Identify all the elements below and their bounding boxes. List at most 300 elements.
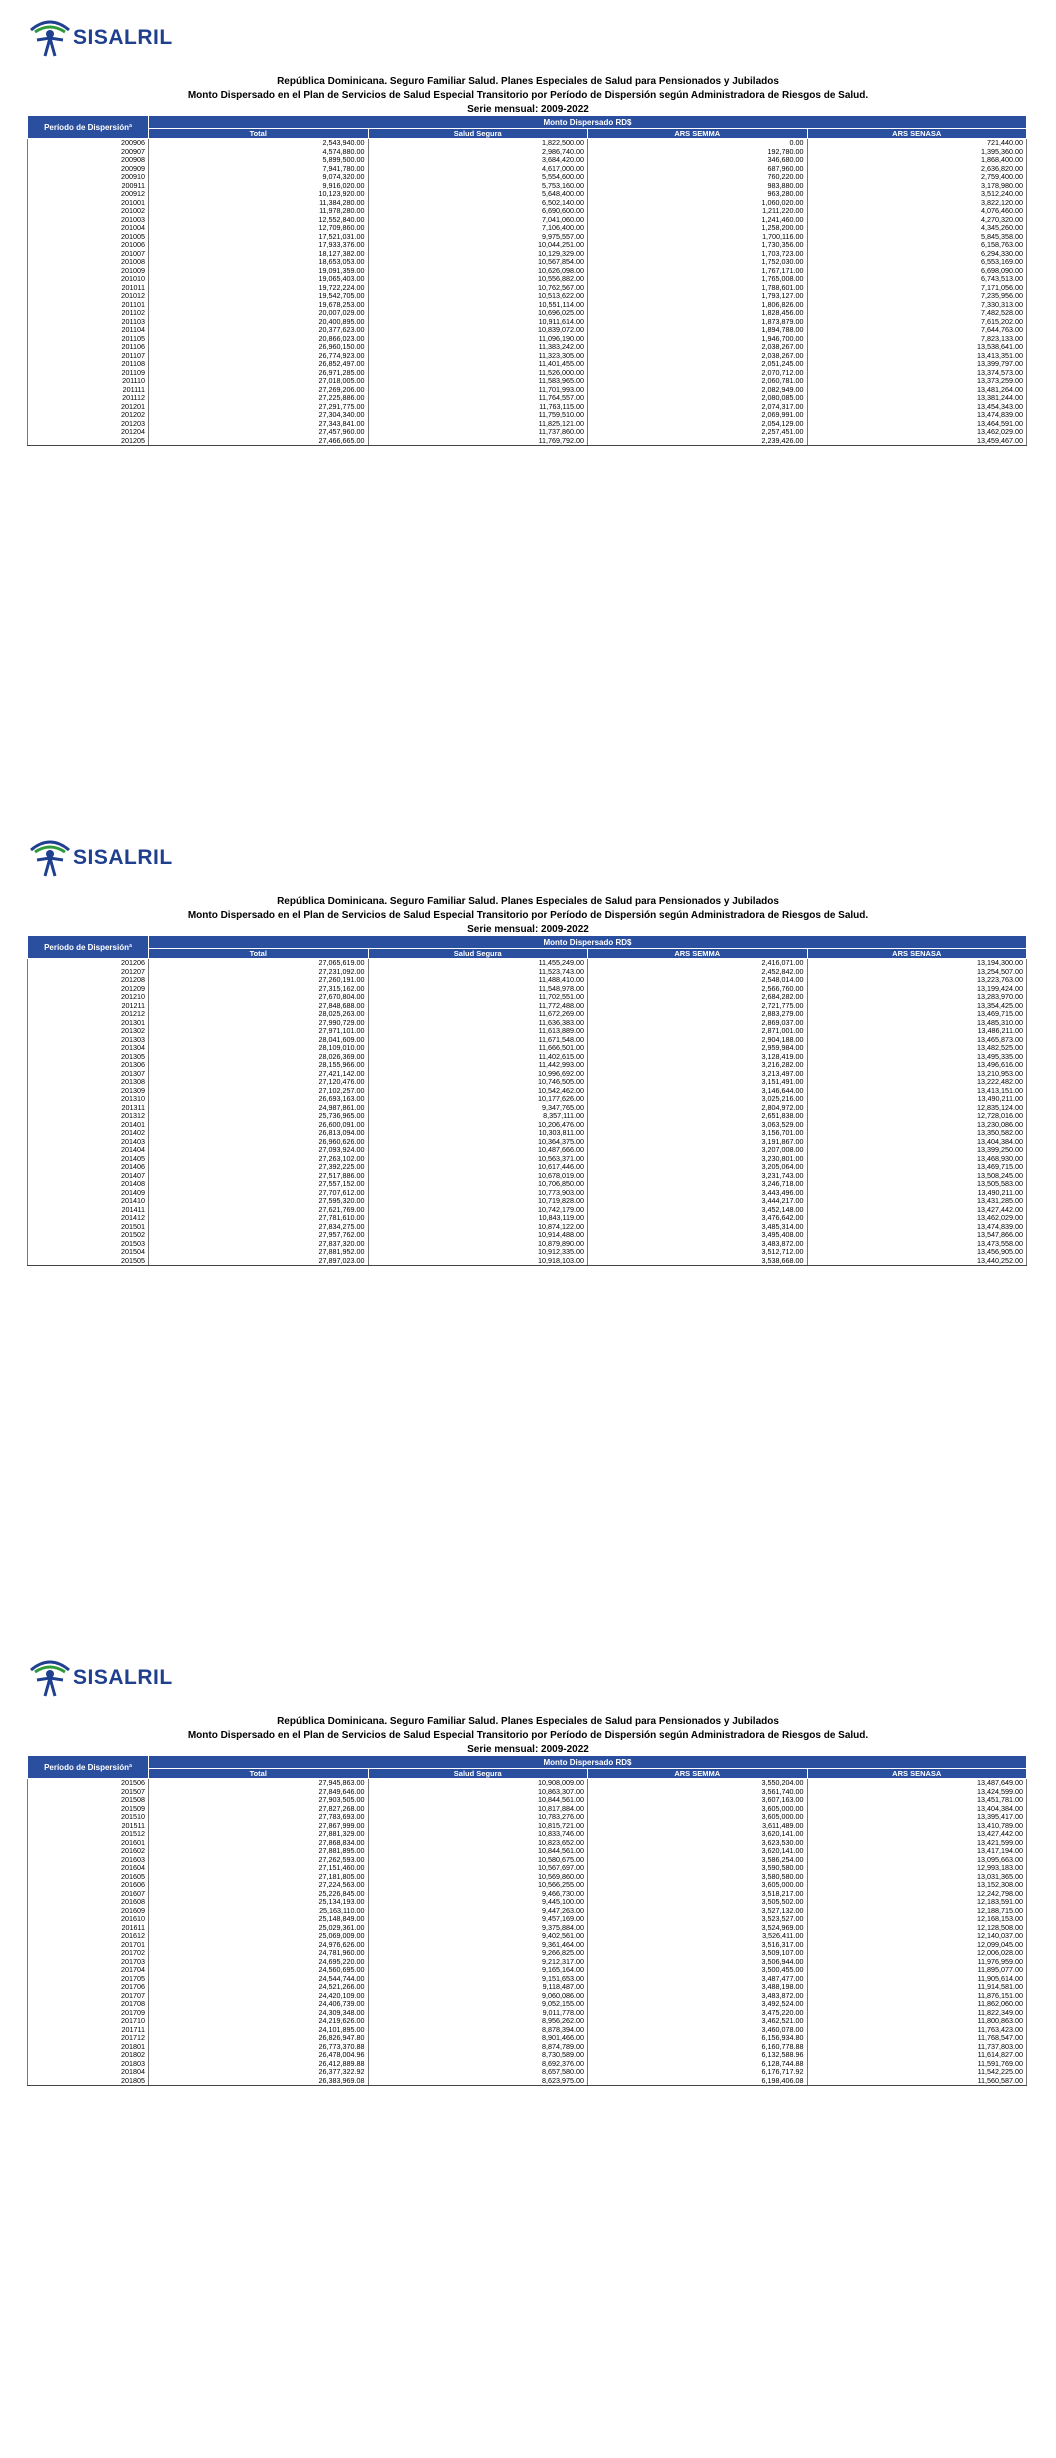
table-row [28,1180,1027,1189]
cell-salud-segura: 5,648,400.00 [368,190,588,199]
cell-salud-segura: 10,542,462.00 [368,1087,588,1096]
cell-total: 24,781,960.00 [149,1949,369,1958]
report-series: Serie mensual: 2009-2022 [467,104,589,115]
cell-ars-semma: 1,806,826.00 [588,301,808,310]
cell-ars-senasa: 4,345,260.00 [807,224,1027,233]
cell-salud-segura: 10,833,746.00 [368,1830,588,1839]
cell-ars-senasa: 11,542,225.00 [807,2068,1027,2077]
cell-ars-semma: 3,151,491.00 [588,1078,808,1087]
cell-salud-segura: 9,118,487.00 [368,1983,588,1992]
cell-ars-semma: 963,280.00 [588,190,808,199]
cell-ars-senasa: 11,768,547.00 [807,2034,1027,2043]
cell-salud-segura: 8,956,262.00 [368,2017,588,2026]
cell-total: 11,384,280.00 [149,199,369,208]
cell-ars-semma: 6,156,934.80 [588,2034,808,2043]
cell-ars-senasa: 12,140,037.00 [807,1932,1027,1941]
cell-salud-segura: 11,526,000.00 [368,369,588,378]
cell-ars-senasa: 7,482,528.00 [807,309,1027,318]
cell-ars-semma: 3,527,132.00 [588,1907,808,1916]
table-row [28,156,1027,165]
table-row [28,1847,1027,1856]
cell-total: 25,134,193.00 [149,1898,369,1907]
cell-total: 27,291,775.00 [149,403,369,412]
cell-ars-semma: 3,487,477.00 [588,1975,808,1984]
cell-ars-senasa: 11,800,863.00 [807,2017,1027,2026]
report-subtitle: Monto Dispersado en el Plan de Servicios de Salud Especial Transitorio por Período de Dispersión según Administradora de Riesgos de Salud. [187,1730,869,1741]
table-row [28,190,1027,199]
cell-salud-segura: 9,266,825.00 [368,1949,588,1958]
cell-total: 27,102,257.00 [149,1087,369,1096]
cell-ars-semma: 1,730,356.00 [588,241,808,250]
cell-salud-segura: 11,825,121.00 [368,420,588,429]
cell-ars-senasa: 13,283,970.00 [807,993,1027,1002]
cell-ars-semma: 1,873,879.00 [588,318,808,327]
cell-salud-segura: 11,323,305.00 [368,352,588,361]
cell-total: 27,151,460.00 [149,1864,369,1873]
cell-salud-segura: 9,975,557.00 [368,233,588,242]
cell-ars-senasa: 13,462,029.00 [807,428,1027,437]
table-row [28,2060,1027,2069]
cell-salud-segura: 9,165,164.00 [368,1966,588,1975]
cell-period: 201508 [28,1796,149,1805]
cell-ars-semma: 1,241,460.00 [588,216,808,225]
cell-total: 26,377,322.92 [149,2068,369,2077]
cell-total: 19,065,403.00 [149,275,369,284]
header-group: Monto Dispersado RD$ [149,116,1027,129]
cell-period: 201707 [28,1992,149,2001]
sisalril-logo [27,836,173,880]
cell-total: 11,978,280.00 [149,207,369,216]
sisalril-logo [27,16,173,60]
cell-total: 27,834,275.00 [149,1223,369,1232]
cell-total: 26,412,889.88 [149,2060,369,2069]
cell-total: 25,226,845.00 [149,1890,369,1899]
header-period: Período de Dispersiónª [28,936,149,959]
cell-total: 27,903,505.00 [149,1796,369,1805]
table-row [28,1231,1027,1240]
cell-total: 27,868,834.00 [149,1839,369,1848]
table-row [28,1172,1027,1181]
cell-period: 201301 [28,1019,149,1028]
cell-ars-senasa: 4,076,460.00 [807,207,1027,216]
cell-period: 201703 [28,1958,149,1967]
cell-salud-segura: 11,383,242.00 [368,343,588,352]
cell-period: 201612 [28,1932,149,1941]
cell-total: 28,155,966.00 [149,1061,369,1070]
cell-salud-segura: 11,672,269.00 [368,1010,588,1019]
cell-total: 12,709,860.00 [149,224,369,233]
cell-total: 26,383,969.08 [149,2077,369,2086]
report-titles [0,895,1056,937]
header-total: Total [149,1769,369,1779]
cell-total: 26,960,150.00 [149,343,369,352]
cell-salud-segura: 11,701,993.00 [368,386,588,395]
cell-total: 27,093,924.00 [149,1146,369,1155]
table-row [28,2026,1027,2035]
cell-total: 18,127,382.00 [149,250,369,259]
cell-ars-semma: 2,239,426.00 [588,437,808,446]
cell-total: 25,163,110.00 [149,1907,369,1916]
cell-salud-segura: 10,815,721.00 [368,1822,588,1831]
cell-ars-semma: 2,566,760.00 [588,985,808,994]
cell-period: 201509 [28,1805,149,1814]
table-row [28,1796,1027,1805]
table-row [28,1070,1027,1079]
cell-ars-semma: 3,444,217.00 [588,1197,808,1206]
cell-period: 201504 [28,1248,149,1257]
cell-ars-semma: 760,220.00 [588,173,808,182]
cell-salud-segura: 5,753,160.00 [368,182,588,191]
cell-period: 201110 [28,377,149,386]
cell-salud-segura: 11,523,743.00 [368,968,588,977]
cell-ars-senasa: 13,481,264.00 [807,386,1027,395]
cell-ars-semma: 3,518,217.00 [588,1890,808,1899]
cell-ars-senasa: 13,222,482.00 [807,1078,1027,1087]
cell-total: 20,400,895.00 [149,318,369,327]
table-row [28,1864,1027,1873]
cell-ars-semma: 3,586,254.00 [588,1856,808,1865]
cell-ars-senasa: 13,473,558.00 [807,1240,1027,1249]
cell-ars-semma: 687,960.00 [588,165,808,174]
cell-ars-senasa: 13,399,797.00 [807,360,1027,369]
cell-salud-segura: 10,908,009.00 [368,1779,588,1788]
cell-total: 26,774,923.00 [149,352,369,361]
table-row [28,1932,1027,1941]
cell-period: 201005 [28,233,149,242]
table-row [28,1941,1027,1950]
cell-period: 201109 [28,369,149,378]
data-table [27,1755,1027,2086]
cell-total: 27,457,960.00 [149,428,369,437]
cell-total: 27,262,593.00 [149,1856,369,1865]
table-row [28,267,1027,276]
cell-total: 27,421,142.00 [149,1070,369,1079]
cell-ars-senasa: 13,374,573.00 [807,369,1027,378]
cell-total: 27,621,769.00 [149,1206,369,1215]
cell-total: 28,026,369.00 [149,1053,369,1062]
cell-salud-segura: 10,567,854.00 [368,258,588,267]
cell-salud-segura: 10,626,098.00 [368,267,588,276]
cell-ars-semma: 6,128,744.88 [588,2060,808,2069]
cell-ars-senasa: 6,553,169.00 [807,258,1027,267]
table-row [28,1257,1027,1266]
cell-total: 2,543,940.00 [149,139,369,148]
cell-ars-senasa: 13,482,525.00 [807,1044,1027,1053]
cell-ars-senasa: 12,168,153.00 [807,1915,1027,1924]
cell-period: 201307 [28,1070,149,1079]
cell-ars-semma: 6,176,717.92 [588,2068,808,2077]
cell-total: 27,971,101.00 [149,1027,369,1036]
cell-ars-senasa: 2,636,820.00 [807,165,1027,174]
cell-ars-semma: 6,198,406.08 [588,2077,808,2086]
cell-total: 26,813,094.00 [149,1129,369,1138]
cell-ars-semma: 3,620,141.00 [588,1830,808,1839]
cell-total: 27,881,895.00 [149,1847,369,1856]
cell-salud-segura: 6,690,600.00 [368,207,588,216]
cell-ars-semma: 3,488,198.00 [588,1983,808,1992]
report-series: Serie mensual: 2009-2022 [467,924,589,935]
table-row [28,2034,1027,2043]
cell-total: 27,181,805.00 [149,1873,369,1882]
cell-ars-senasa: 13,474,839.00 [807,411,1027,420]
cell-period: 201006 [28,241,149,250]
cell-salud-segura: 10,566,255.00 [368,1881,588,1890]
cell-ars-senasa: 13,395,417.00 [807,1813,1027,1822]
cell-salud-segura: 11,769,792.00 [368,437,588,446]
cell-ars-senasa: 13,381,244.00 [807,394,1027,403]
cell-period: 201710 [28,2017,149,2026]
header-period: Período de Dispersiónª [28,116,149,139]
cell-salud-segura: 11,671,548.00 [368,1036,588,1045]
table-row [28,2068,1027,2077]
cell-ars-senasa: 13,199,424.00 [807,985,1027,994]
sisalril-logo-icon [27,836,73,880]
cell-ars-senasa: 13,454,343.00 [807,403,1027,412]
cell-total: 24,976,626.00 [149,1941,369,1950]
table-row [28,1240,1027,1249]
cell-ars-semma: 192,780.00 [588,148,808,157]
table-row [28,1856,1027,1865]
cell-ars-senasa: 13,095,663.00 [807,1856,1027,1865]
cell-ars-senasa: 11,976,959.00 [807,1958,1027,1967]
cell-ars-semma: 3,443,496.00 [588,1189,808,1198]
table-row [28,2017,1027,2026]
cell-period: 201106 [28,343,149,352]
cell-ars-senasa: 13,431,285.00 [807,1197,1027,1206]
cell-period: 201805 [28,2077,149,2086]
cell-total: 27,392,225.00 [149,1163,369,1172]
cell-salud-segura: 4,617,000.00 [368,165,588,174]
cell-total: 24,309,348.00 [149,2009,369,2018]
cell-ars-senasa: 721,440.00 [807,139,1027,148]
logo-text: SISALRIL [73,846,173,869]
cell-total: 27,881,329.00 [149,1830,369,1839]
header-ars-senasa: ARS SENASA [807,949,1027,959]
cell-salud-segura: 9,151,653.00 [368,1975,588,1984]
cell-ars-semma: 6,160,778.88 [588,2043,808,2052]
cell-total: 27,466,665.00 [149,437,369,446]
cell-salud-segura: 11,402,615.00 [368,1053,588,1062]
table-row [28,1206,1027,1215]
cell-period: 201408 [28,1180,149,1189]
cell-total: 27,707,612.00 [149,1189,369,1198]
cell-ars-semma: 3,063,529.00 [588,1121,808,1130]
cell-period: 201506 [28,1779,149,1788]
cell-ars-semma: 3,452,148.00 [588,1206,808,1215]
cell-ars-semma: 1,211,220.00 [588,207,808,216]
cell-ars-semma: 3,146,644.00 [588,1087,808,1096]
table-row [28,1975,1027,1984]
cell-period: 201407 [28,1172,149,1181]
cell-salud-segura: 9,402,561.00 [368,1932,588,1941]
table-row [28,1053,1027,1062]
cell-total: 18,653,053.00 [149,258,369,267]
cell-ars-semma: 3,128,419.00 [588,1053,808,1062]
cell-ars-semma: 0.00 [588,139,808,148]
table-row [28,369,1027,378]
cell-ars-semma: 3,025,216.00 [588,1095,808,1104]
table-row [28,993,1027,1002]
cell-ars-senasa: 13,495,335.00 [807,1053,1027,1062]
table-row [28,352,1027,361]
cell-ars-senasa: 13,350,582.00 [807,1129,1027,1138]
table-row [28,343,1027,352]
cell-ars-senasa: 11,763,423.00 [807,2026,1027,2035]
cell-ars-semma: 3,246,718.00 [588,1180,808,1189]
cell-ars-senasa: 7,171,056.00 [807,284,1027,293]
cell-ars-senasa: 13,505,583.00 [807,1180,1027,1189]
table-row [28,1010,1027,1019]
table-row [28,1121,1027,1130]
table-row [28,1155,1027,1164]
cell-total: 26,852,497.00 [149,360,369,369]
cell-ars-semma: 3,526,411.00 [588,1932,808,1941]
cell-salud-segura: 10,879,890.00 [368,1240,588,1249]
report-series: Serie mensual: 2009-2022 [467,1744,589,1755]
cell-total: 26,960,626.00 [149,1138,369,1147]
cell-total: 20,377,623.00 [149,326,369,335]
table-body [28,1779,1027,2086]
cell-salud-segura: 10,556,882.00 [368,275,588,284]
cell-salud-segura: 10,783,276.00 [368,1813,588,1822]
cell-period: 201107 [28,352,149,361]
cell-salud-segura: 5,554,600.00 [368,173,588,182]
cell-total: 19,678,253.00 [149,301,369,310]
cell-total: 27,595,320.00 [149,1197,369,1206]
cell-total: 27,557,152.00 [149,1180,369,1189]
cell-total: 17,933,376.00 [149,241,369,250]
cell-total: 26,773,370.88 [149,2043,369,2052]
cell-ars-senasa: 13,462,029.00 [807,1214,1027,1223]
cell-total: 4,574,880.00 [149,148,369,157]
cell-ars-semma: 1,258,200.00 [588,224,808,233]
cell-salud-segura: 10,580,675.00 [368,1856,588,1865]
cell-ars-semma: 2,904,188.00 [588,1036,808,1045]
table-row [28,394,1027,403]
cell-period: 201009 [28,267,149,276]
table-row [28,224,1027,233]
cell-period: 201603 [28,1856,149,1865]
cell-salud-segura: 11,488,410.00 [368,976,588,985]
table-row [28,1992,1027,2001]
cell-period: 201606 [28,1881,149,1890]
cell-salud-segura: 11,548,978.00 [368,985,588,994]
table-row [28,2043,1027,2052]
cell-ars-senasa: 6,743,513.00 [807,275,1027,284]
cell-period: 201701 [28,1941,149,1950]
table-row [28,976,1027,985]
cell-period: 201604 [28,1864,149,1873]
cell-period: 201501 [28,1223,149,1232]
table-row [28,2009,1027,2018]
cell-period: 201611 [28,1924,149,1933]
cell-salud-segura: 11,763,115.00 [368,403,588,412]
cell-ars-semma: 2,074,317.00 [588,403,808,412]
cell-salud-segura: 10,817,884.00 [368,1805,588,1814]
table-row [28,1958,1027,1967]
cell-total: 24,544,744.00 [149,1975,369,1984]
table-row [28,959,1027,968]
cell-total: 27,231,092.00 [149,968,369,977]
cell-ars-semma: 2,883,279.00 [588,1010,808,1019]
cell-period: 201312 [28,1112,149,1121]
cell-ars-semma: 3,580,580.00 [588,1873,808,1882]
cell-ars-senasa: 12,006,028.00 [807,1949,1027,1958]
report-titles [0,1715,1056,1757]
cell-period: 201305 [28,1053,149,1062]
cell-period: 201211 [28,1002,149,1011]
cell-period: 201412 [28,1214,149,1223]
table-row [28,968,1027,977]
cell-salud-segura: 10,874,122.00 [368,1223,588,1232]
cell-ars-semma: 2,959,984.00 [588,1044,808,1053]
cell-salud-segura: 10,746,505.00 [368,1078,588,1087]
cell-ars-semma: 3,509,107.00 [588,1949,808,1958]
cell-period: 201001 [28,199,149,208]
cell-ars-senasa: 13,404,384.00 [807,1138,1027,1147]
cell-ars-senasa: 13,223,763.00 [807,976,1027,985]
cell-period: 201204 [28,428,149,437]
cell-ars-senasa: 12,728,016.00 [807,1112,1027,1121]
cell-period: 201712 [28,2034,149,2043]
cell-period: 201103 [28,318,149,327]
cell-salud-segura: 6,502,140.00 [368,199,588,208]
sisalril-logo-icon [27,16,73,60]
cell-ars-senasa: 13,404,384.00 [807,1805,1027,1814]
cell-ars-semma: 3,475,220.00 [588,2009,808,2018]
cell-ars-senasa: 7,823,133.00 [807,335,1027,344]
cell-total: 27,848,688.00 [149,1002,369,1011]
cell-ars-senasa: 12,993,183.00 [807,1864,1027,1873]
cell-salud-segura: 10,914,488.00 [368,1231,588,1240]
cell-ars-senasa: 13,427,442.00 [807,1206,1027,1215]
cell-ars-senasa: 11,876,151.00 [807,1992,1027,2001]
cell-total: 27,517,886.00 [149,1172,369,1181]
cell-ars-senasa: 11,895,077.00 [807,1966,1027,1975]
cell-salud-segura: 10,912,335.00 [368,1248,588,1257]
table-row [28,173,1027,182]
table-row [28,386,1027,395]
cell-total: 26,600,091.00 [149,1121,369,1130]
cell-ars-senasa: 13,440,252.00 [807,1257,1027,1266]
table-row [28,148,1027,157]
cell-salud-segura: 10,706,850.00 [368,1180,588,1189]
table-row [28,139,1027,148]
cell-salud-segura: 2,986,740.00 [368,148,588,157]
cell-ars-semma: 2,051,245.00 [588,360,808,369]
header-ars-semma: ARS SEMMA [588,949,808,959]
cell-period: 201601 [28,1839,149,1848]
header-period: Período de Dispersiónª [28,1756,149,1779]
report-title: República Dominicana. Seguro Familiar Salud. Planes Especiales de Salud para Pensionados y Jubilados [277,1716,779,1727]
table-row [28,275,1027,284]
table-row [28,301,1027,310]
header-salud-segura: Salud Segura [368,949,588,959]
cell-ars-semma: 2,452,842.00 [588,968,808,977]
cell-ars-senasa: 7,644,763.00 [807,326,1027,335]
cell-ars-semma: 2,070,712.00 [588,369,808,378]
cell-period: 201203 [28,420,149,429]
cell-total: 27,781,610.00 [149,1214,369,1223]
cell-total: 27,304,340.00 [149,411,369,420]
cell-total: 28,109,010.00 [149,1044,369,1053]
cell-ars-senasa: 12,188,715.00 [807,1907,1027,1916]
cell-period: 201607 [28,1890,149,1899]
cell-period: 201112 [28,394,149,403]
cell-salud-segura: 8,657,580.00 [368,2068,588,2077]
cell-ars-senasa: 13,496,616.00 [807,1061,1027,1070]
cell-period: 201404 [28,1146,149,1155]
